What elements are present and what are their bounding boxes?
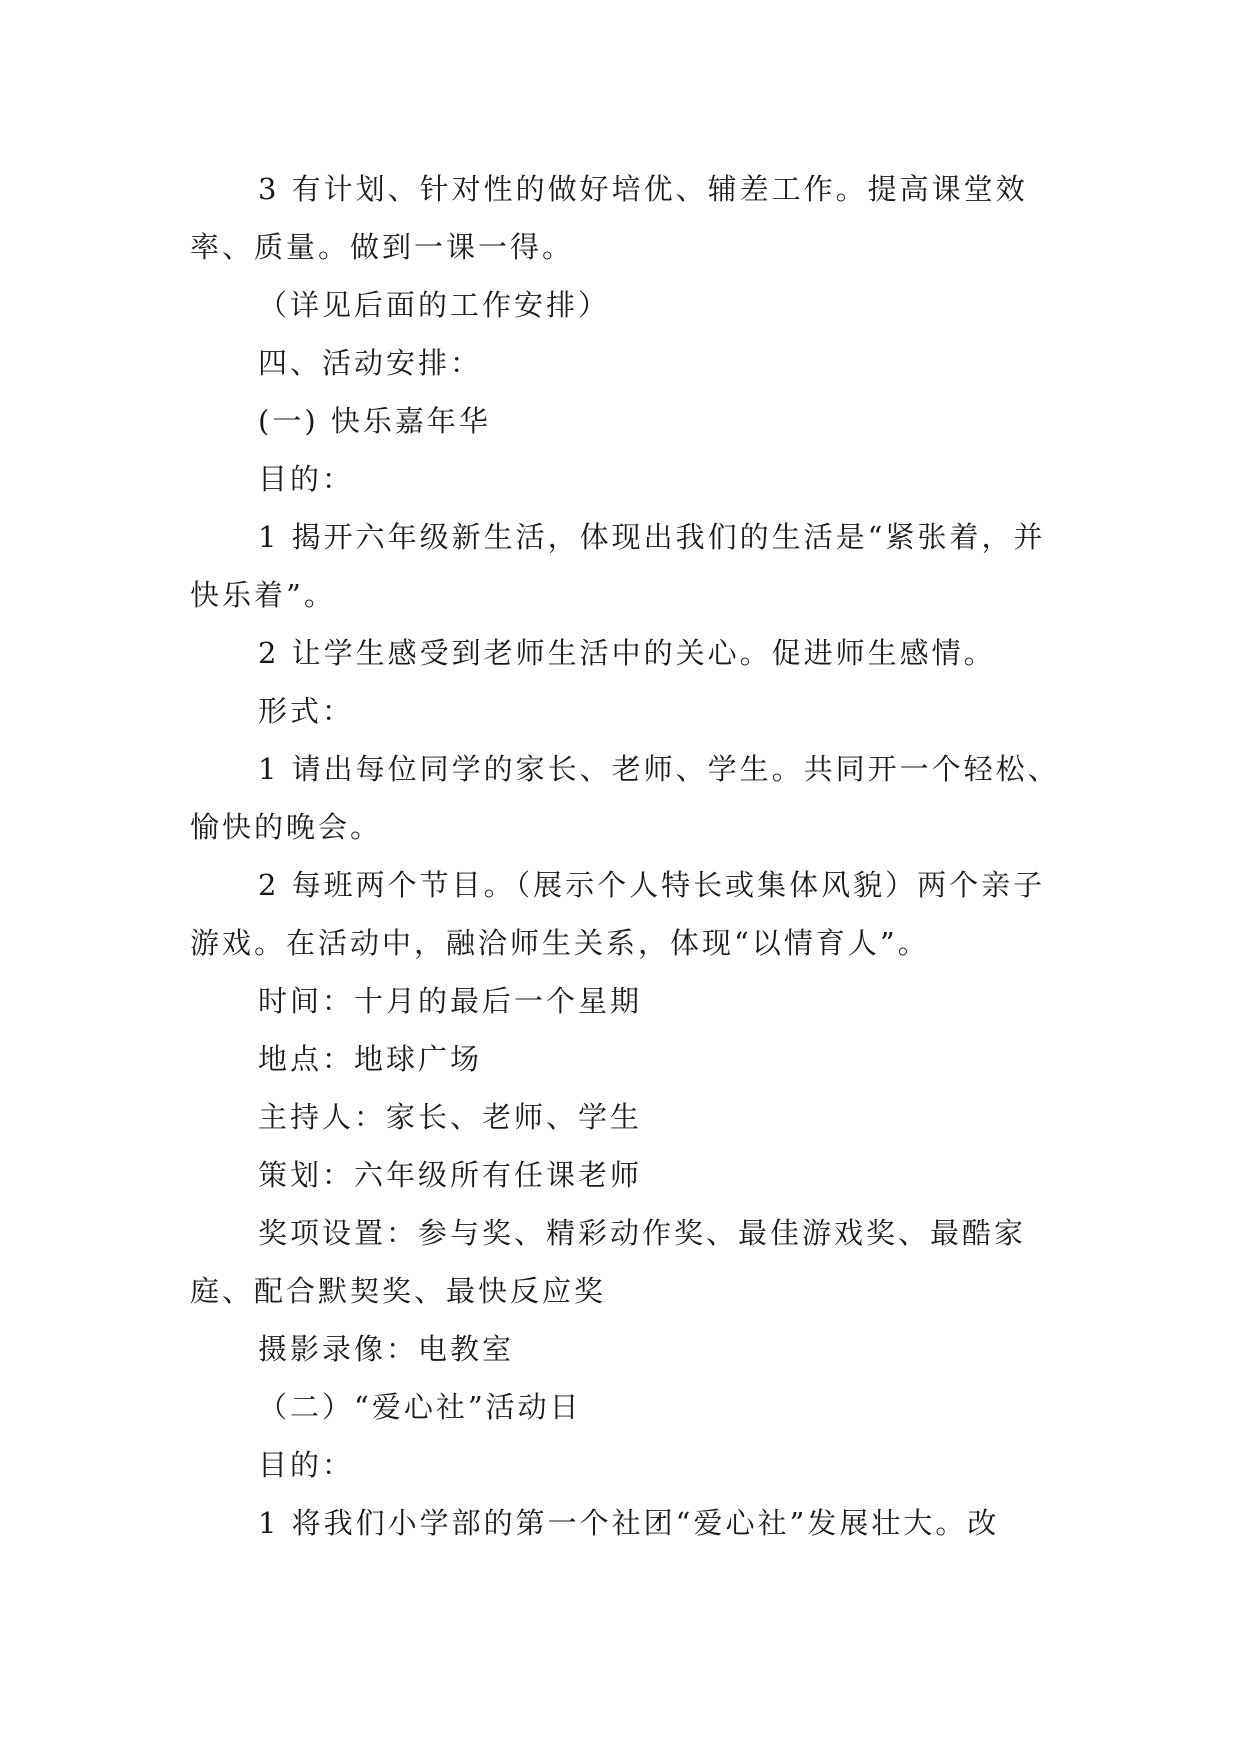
subheading-love-club: （二）“爱心社”活动日 xyxy=(258,1390,582,1424)
paragraph-see-schedule: （详见后面的工作安排） xyxy=(258,288,611,322)
subheading-carnival: (一) 快乐嘉年华 xyxy=(258,404,491,438)
label-purpose-2: 目的： xyxy=(258,1448,355,1482)
paragraph-photography: 摄影录像：电教室 xyxy=(258,1332,515,1366)
paragraph-time: 时间：十月的最后一个星期 xyxy=(258,984,643,1018)
paragraph-format-1: 1 请出每位同学的家长、老师、学生。共同开一个轻松、愉快的晚会。 xyxy=(190,752,1060,844)
paragraph-purpose-1: 1 揭开六年级新生活，体现出我们的生活是“紧张着，并快乐着”。 xyxy=(190,520,1046,612)
paragraph-club-purpose-1: 1 将我们小学部的第一个社团“爱心社”发展壮大。改 xyxy=(258,1506,1000,1540)
paragraph-awards: 奖项设置：参与奖、精彩动作奖、最佳游戏奖、最酷家庭、配合默契奖、最快反应奖 xyxy=(190,1216,1027,1308)
paragraph-goal-3: 3 有计划、针对性的做好培优、辅差工作。提高课堂效率、质量。做到一课一得。 xyxy=(190,172,1028,264)
section-heading-activities: 四、活动安排： xyxy=(258,346,483,380)
paragraph-purpose-2: 2 让学生感受到老师生活中的关心。促进师生感情。 xyxy=(258,636,996,670)
paragraph-location: 地点：地球广场 xyxy=(258,1042,483,1076)
label-format: 形式： xyxy=(258,694,355,728)
label-purpose: 目的： xyxy=(258,462,355,496)
paragraph-planning: 策划：六年级所有任课老师 xyxy=(258,1158,643,1192)
paragraph-format-2: 2 每班两个节目。（展示个人特长或集体风貌）两个亲子游戏。在活动中，融洽师生关系，体现“以情育人”。 xyxy=(190,868,1046,960)
document-body xyxy=(190,160,1060,1552)
paragraph-host: 主持人：家长、老师、学生 xyxy=(258,1100,643,1134)
